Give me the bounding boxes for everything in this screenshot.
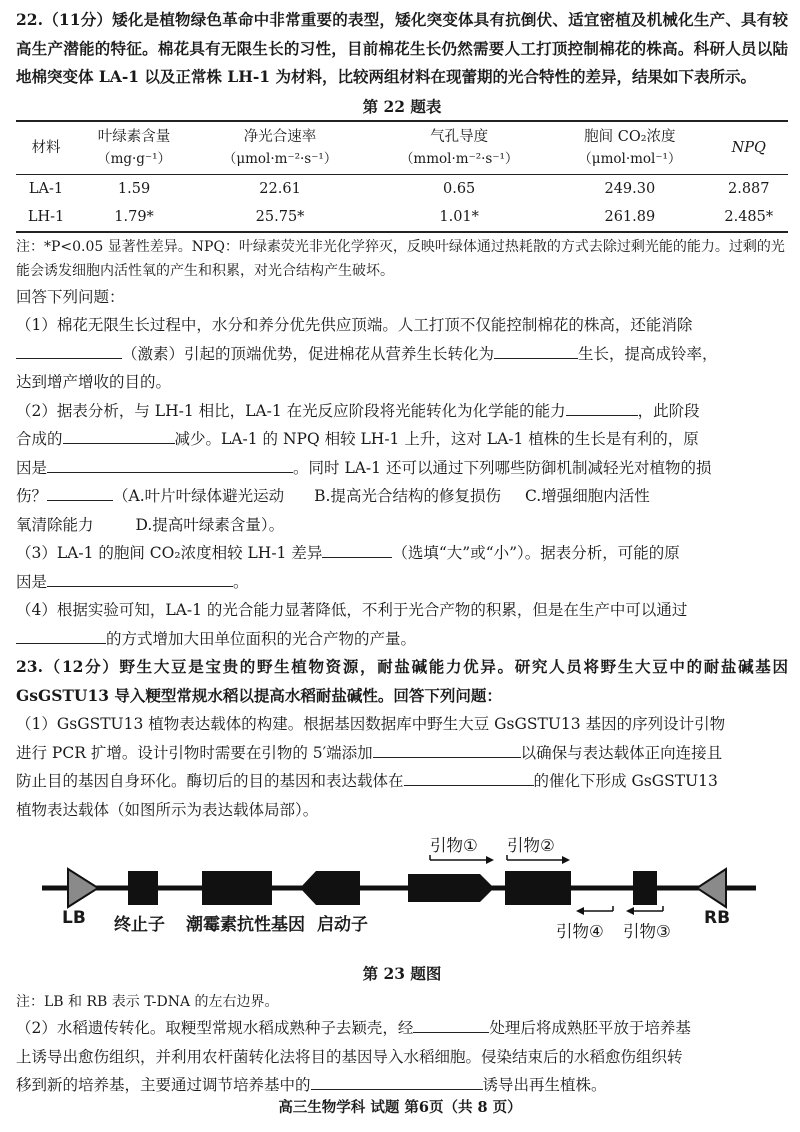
q22-sub3: （3）LA-1 的胞间 CO₂浓度相较 LH-1 差异 （选填“大”或“小”）。据表分析，可能的原 因是 。 [16, 539, 788, 596]
table-header-npq: NPQ [731, 139, 766, 156]
q22-note: 注：*P<0.05 显著性差异。NPQ：叶绿素荧光非光化学猝灭，反映叶绿体通过热耗散的方式去除过剩光能的能力。过剩的光能会诱发细胞内活性氧的产生和积累，对光合结构产生破坏。 [16, 238, 785, 279]
table-cell: 261.89 [604, 208, 656, 225]
q22-sub1: （1）棉花无限生长过程中，水分和养分优先供应顶端。人工打顶不仅能控制棉花的株高，还能消除 （激素）引起的顶端优势，促进棉花从营养生长转化为 生长，提高成铃率， 达到增产增收的目的。 [16, 316, 718, 391]
answer-blank[interactable] [16, 340, 122, 359]
table-cell: 1.01* [439, 208, 479, 225]
resistance-gene-block [202, 871, 272, 905]
table-cell: 2.485* [724, 208, 774, 225]
terminator-block [128, 871, 158, 905]
vector-diagram-svg [16, 830, 788, 958]
answer-blank[interactable] [63, 425, 175, 444]
answer-blank[interactable] [373, 739, 521, 758]
table-cell: LA-1 [28, 180, 64, 197]
promoter-arrow [300, 871, 360, 905]
table-cell: LH-1 [27, 208, 65, 225]
exam-page [16, 6, 788, 1100]
terminator-label: 终止子 [114, 915, 165, 935]
primer4-label: 引物④ [556, 922, 604, 941]
answer-blank[interactable] [47, 568, 233, 587]
answer-blank[interactable] [322, 539, 392, 558]
table-cell: 2.887 [727, 180, 770, 197]
answer-blank[interactable] [311, 1071, 483, 1090]
table-cell: 0.65 [443, 180, 476, 197]
answer-blank[interactable] [494, 340, 578, 359]
answer-blank[interactable] [404, 767, 534, 786]
table-header-chlorophyll: 叶绿素含量 （mg·g⁻¹） [97, 128, 171, 167]
q23-figure-note: 注：LB 和 RB 表示 T-DNA 的左右边界。 [16, 994, 279, 1010]
rb-label: RB [704, 908, 731, 928]
table-row [16, 203, 788, 232]
answer-blank[interactable] [16, 625, 106, 644]
q23-sub1: （1）GsGSTU13 植物表达载体的构建。根据基因数据库中野生大豆 GsGSTU13 基因的序列设计引物 进行 PCR 扩增。设计引物时需要在引物的 5′端添加 以确保与表达载体正向连接且 防止目的基因自身环化。酶切后的目的基因和表达载体在 的催化下形成 GsGSTU13 植物表达载体（如图所示为表达载体局部）。 [16, 715, 726, 819]
primer2-label: 引物② [507, 836, 555, 855]
table-cell: 1.79* [114, 208, 154, 225]
q22-data-table [16, 120, 788, 233]
answer-blank[interactable] [566, 397, 638, 416]
q23-intro: 23.（12分）野生大豆是宝贵的野生植物资源，耐盐碱能力优异。研究人员将野生大豆中的耐盐碱基因 GsGSTU13 导入粳型常规水稻以提高水稻耐盐碱性。回答下列问题： [16, 657, 788, 705]
q22-sub4: （4）根据实验可知，LA-1 的光合能力显著降低，不利于光合产物的积累，但是在生产中可以通过 的方式增加大田单位面积的光合产物的产量。 [16, 601, 688, 648]
page-footer: 高三生物学科 试题 第6页（共 8 页） [278, 1099, 522, 1116]
table-header-stomatal-conductance: 气孔导度 （mmol·m⁻²·s⁻¹） [399, 128, 519, 167]
table-header-material: 材料 [31, 139, 61, 156]
answer-blank[interactable] [47, 482, 113, 501]
resistance-gene-label: 潮霉素抗性基因 [186, 915, 305, 935]
rb-border-icon [697, 869, 726, 907]
q23-figure-caption: 第 23 题图 [362, 964, 442, 983]
target-gene-arrow [408, 874, 494, 902]
answer-blank[interactable] [413, 1014, 489, 1033]
primer3-site-block [633, 871, 657, 905]
table-row [16, 174, 788, 203]
table-cell: 25.75* [255, 208, 305, 225]
q23-sub2: （2）水稻遗传转化。取粳型常规水稻成熟种子去颖壳，经 处理后将成熟胚平放于培养基 上诱导出愈伤组织，并利用农杆菌转化法将目的基因导入水稻细胞。侵染结束后的水稻愈伤组织转 移到新的培养基，主要通过调节培养基中的 诱导出再生植株。 [16, 1014, 788, 1100]
answer-blank[interactable] [47, 454, 293, 473]
table-cell: 1.59 [117, 180, 151, 197]
lb-label: LB [62, 908, 86, 928]
primer3-label: 引物③ [623, 922, 671, 941]
lb-border-icon [68, 869, 98, 907]
insert-block [505, 871, 571, 905]
table-cell: 22.61 [259, 180, 301, 197]
q22-table-caption: 第 22 题表 [362, 96, 442, 116]
q22-answer-prompt: 回答下列问题： [16, 287, 125, 306]
primer1-label: 引物① [430, 836, 478, 855]
table-cell: 249.30 [604, 180, 656, 197]
promoter-label: 启动子 [317, 915, 368, 935]
table-header-intercellular-co2: 胞间 CO₂浓度 （μmol·mol⁻¹） [578, 128, 682, 167]
q22-intro: 22.（11分）矮化是植物绿色革命中非常重要的表型，矮化突变体具有抗倒伏、适宜密植及机械化生产、具有较高生产潜能的特征。棉花具有无限生长的习性，目前棉花生长仍然需要人工打顶控制棉花的株高。科研人员以陆地棉突变体 LA-1 以及正常株 LH-1 为材料，比较两组材料在现蕾期的光合特性的差异，结果如下表所示。 [16, 10, 788, 86]
table-header-net-photosynthesis: 净光合速率 （μmol·m⁻²·s⁻¹） [222, 128, 338, 167]
vector-diagram [16, 830, 788, 958]
q22-sub2: （2）据表分析，与 LH-1 相比，LA-1 在光反应阶段将光能转化为化学能的能力 ，此阶段 合成的 减少。LA-1 的 NPQ 相较 LH-1 上升，这对 LA-1 植株的生长是有利的，原 因是 。同时 LA-1 还可以通过下列哪些防御机制减轻光对植物的损 伤？ （A.叶片叶绿体避光运动 B.提高光合结构的修复损伤 C.增强细胞内活性 氧清除能力 D.提高叶绿素含量）。 [16, 397, 788, 540]
